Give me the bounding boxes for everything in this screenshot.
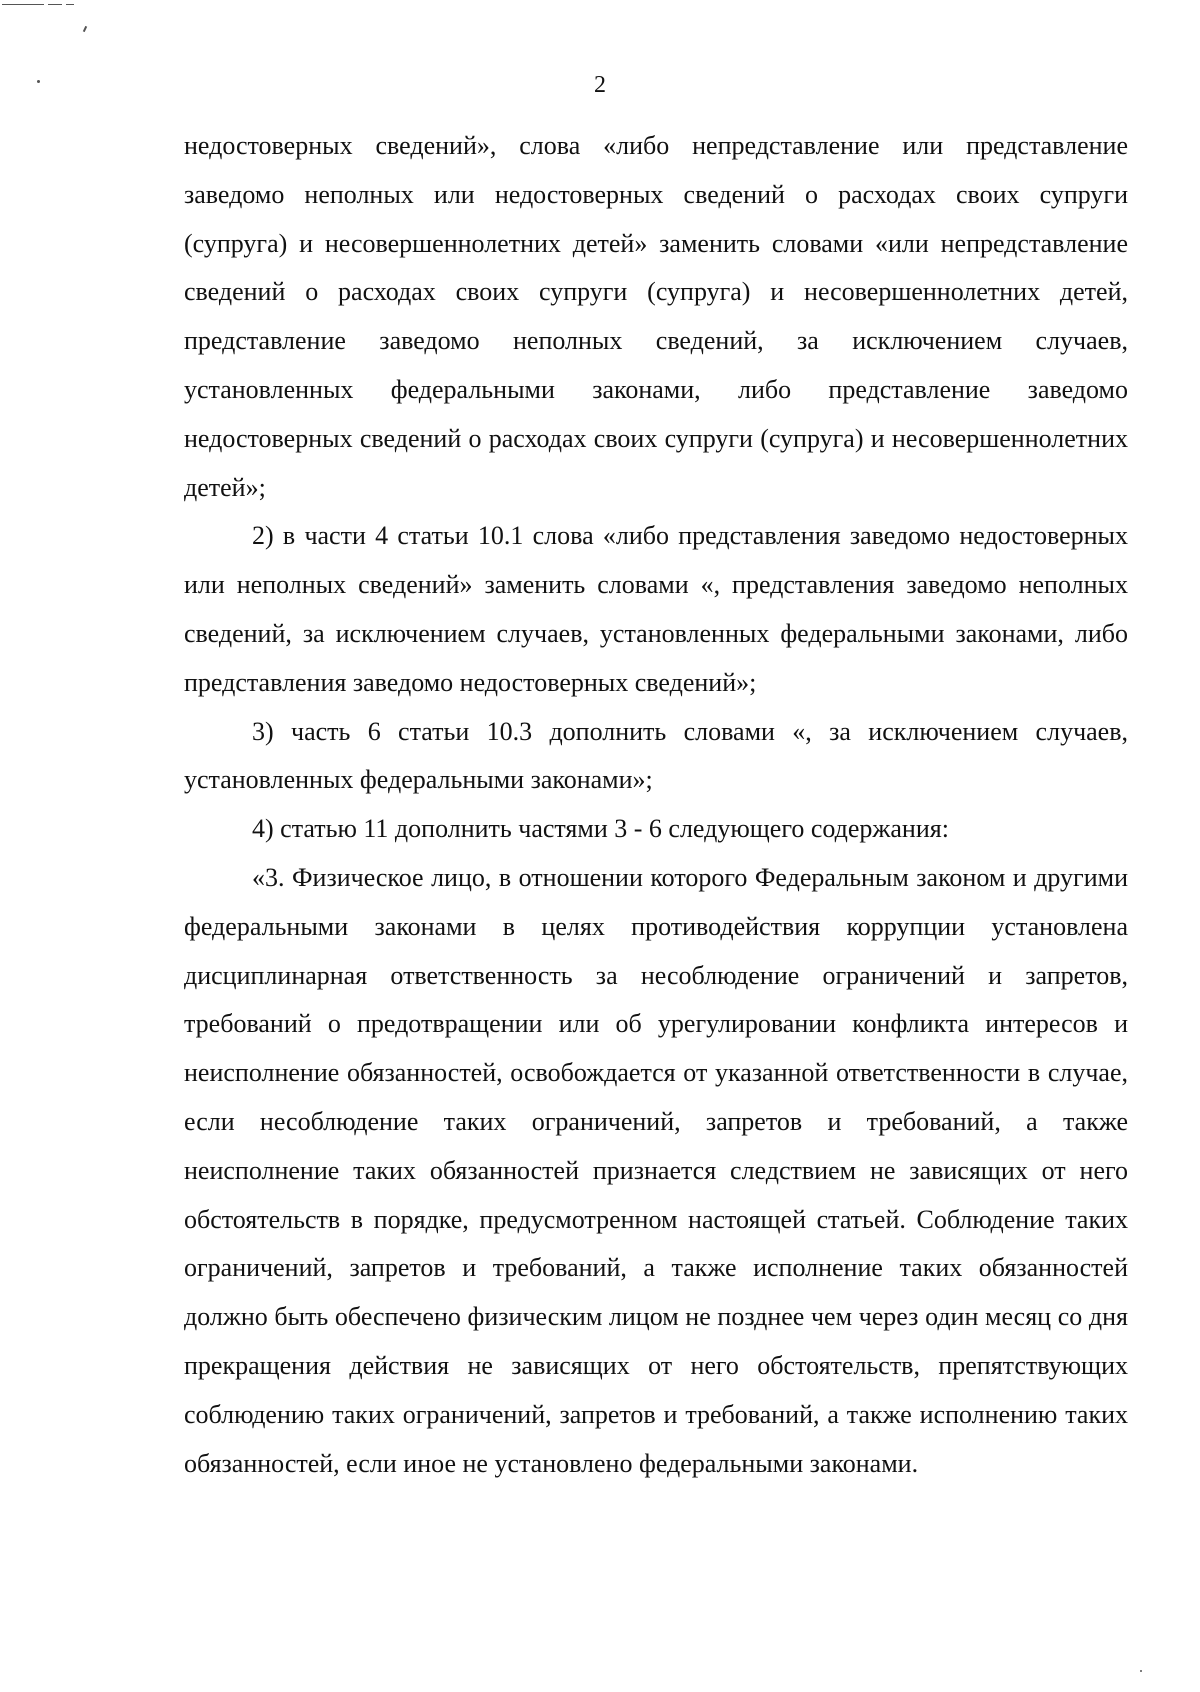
scan-artifact: [66, 4, 74, 5]
page-number: 2: [594, 72, 606, 98]
paragraph-item-2: 2) в части 4 статьи 10.1 слова «либо представления заведомо недостоверных или неполных сведений» заменить словами «, представления заведомо неполных сведений, за исключением случаев, установленных федеральными законами, либо представления заведомо недостоверных сведений»;: [184, 521, 1128, 697]
scan-artifact: [2, 4, 44, 5]
document-body: [184, 122, 1128, 1488]
paragraph-part-3: «3. Физическое лицо, в отношении которого Федеральным законом и другими федеральными законами в целях противодействия коррупции установлена дисциплинарная ответственность за несоблюдение ограничений и запретов, требований о предотвращении или об урегулировании конфликта интересов и неисполнение обязанностей, освобождается от указанной ответственности в случае, если несоблюдение таких ограничений, запретов и требований, а также неисполнение таких обязанностей признается следствием не зависящих от него обстоятельств в порядке, предусмотренном настоящей статьей. Соблюдение таких ограничений, запретов и требований, а также исполнение таких обязанностей должно быть обеспечено физическим лицом не позднее чем через один месяц со дня прекращения действия не зависящих от него обстоятельств, препятствующих соблюдению таких ограничений, запретов и требований, а также исполнению таких обязанностей, если иное не установлено федеральными законами.: [184, 862, 1128, 1478]
paragraph-continuation: недостоверных сведений», слова «либо непредставление или представление заведомо неполных или недостоверных сведений о расходах своих супруги (супруга) и несовершеннолетних детей» заменить словами «или непредставление сведений о расходах своих супруги (супруга) и несовершеннолетних детей, представление заведомо неполных сведений, за исключением случаев, установленных федеральными законами, либо представление заведомо недостоверных сведений о расходах своих супруги (супруга) и несовершеннолетних детей»;: [184, 131, 1128, 502]
scan-artifact: [48, 4, 62, 5]
paragraph-item-3: 3) часть 6 статьи 10.3 дополнить словами «, за исключением случаев, установленных федеральными законами»;: [184, 716, 1128, 795]
paragraph-item-4: 4) статью 11 дополнить частями 3 - 6 следующего содержания:: [252, 814, 949, 844]
scan-artifact: [1140, 1670, 1142, 1672]
scan-artifact: [83, 26, 87, 32]
